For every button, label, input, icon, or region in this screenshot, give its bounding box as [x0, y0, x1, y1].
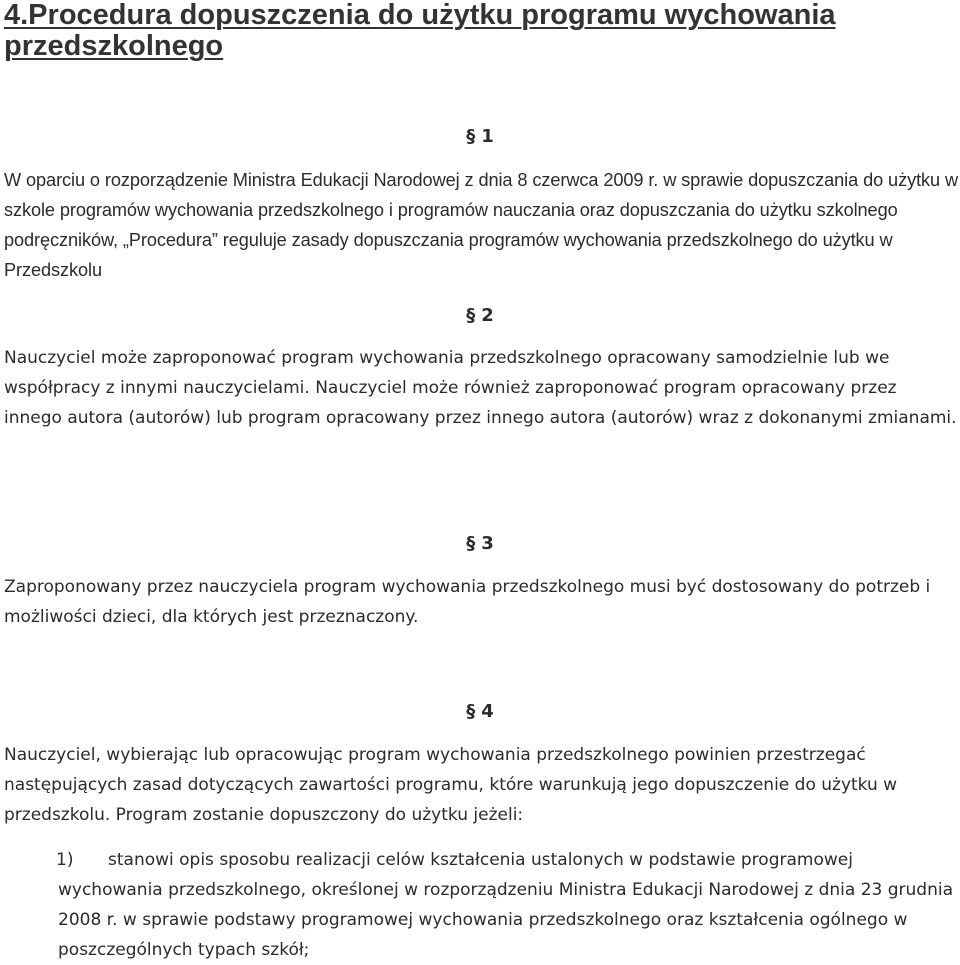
section-number: 3 — [481, 533, 494, 554]
section-heading-1 — [0, 126, 960, 148]
section-heading-2 — [0, 305, 960, 327]
list-item — [4, 845, 960, 965]
section-sign: § — [466, 533, 476, 554]
section-number: 4 — [481, 701, 494, 722]
section-number: 1 — [481, 126, 494, 147]
document-title: 4.Procedura dopuszczenia do użytku programu wychowania przedszkolnego — [4, 0, 836, 62]
section-1-text: W oparciu o rozporządzenie Ministra Edukacji Narodowej z dnia 8 czerwca 2009 r. w sprawie dopuszczania do użytku w szkole programów wychowania przedszkolnego i programów nauczania oraz dopuszczania do użytku szkolnego podręczników, „Procedura” reguluje zasady dopuszczania programów wychowania przedszkolnego do użytku w Przedszkolu — [4, 170, 959, 280]
section-4-text: Nauczyciel, wybierając lub opracowując program wychowania przedszkolnego powinien przestrzegać następujących zasad dotyczących zawartości programu, które warunkują jego dopuszczenie do użytku w przedszkolu. Program zostanie dopuszczony do użytku jeżeli: — [4, 745, 898, 825]
section-number: 2 — [481, 305, 494, 326]
section-heading-4 — [0, 701, 960, 723]
section-sign: § — [466, 305, 476, 326]
section-sign: § — [466, 126, 476, 147]
list-item-marker: 1) — [56, 850, 74, 870]
section-heading-3 — [0, 533, 960, 555]
section-2-text: Nauczyciel może zaproponować program wychowania przedszkolnego opracowany samodzielnie lub we współpracy z innymi nauczycielami. Nauczyciel może również zaproponować program opracowany przez innego autora (autorów) lub program opracowany przez innego autora (autorów) wraz z dokonanymi zmianami. — [4, 348, 957, 428]
list-item-text: stanowi opis sposobu realizacji celów kształcenia ustalonych w podstawie programowej wychowania przedszkolnego, określonej w rozporządzeniu Ministra Edukacji Narodowej z dnia 23 grudnia 2008 r. w sprawie podstawy programowej wychowania przedszkolnego oraz kształcenia ogólnego w poszczególnych typach szkół; — [58, 850, 953, 960]
section-3-text: Zaproponowany przez nauczyciela program wychowania przedszkolnego musi być dostosowany do potrzeb i możliwości dzieci, dla których jest przeznaczony. — [4, 577, 931, 627]
section-sign: § — [466, 701, 476, 722]
